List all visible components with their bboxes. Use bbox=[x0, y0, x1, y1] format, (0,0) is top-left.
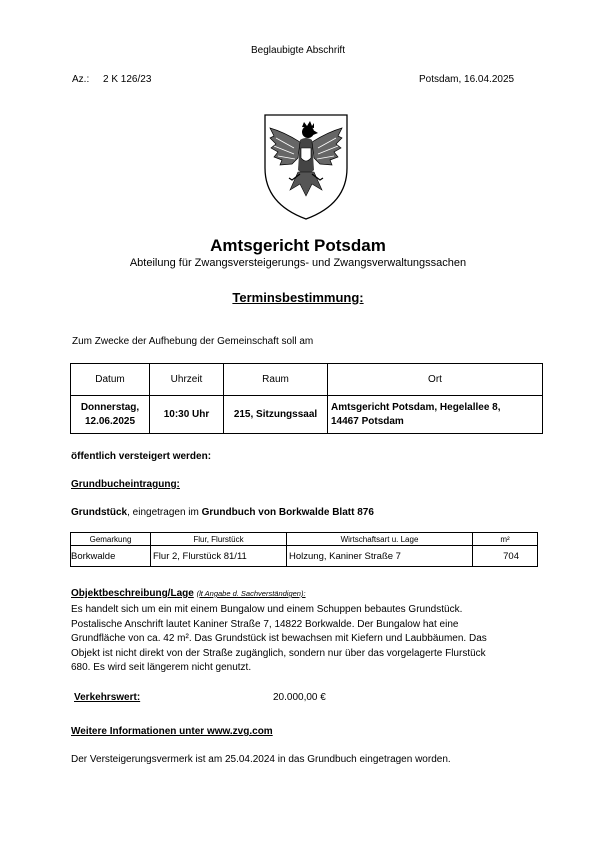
value-label: Verkehrswert: bbox=[74, 692, 141, 703]
auction-text: öffentlich versteigert werden: bbox=[71, 451, 212, 462]
land-row bbox=[71, 546, 538, 567]
court-name: Amtsgericht Potsdam bbox=[210, 236, 386, 255]
final-note: Der Versteigerungsvermerk ist am 25.04.2024 in das Grundbuch eingetragen worden. bbox=[71, 754, 451, 765]
az-value: 2 K 126/23 bbox=[103, 74, 152, 85]
land-header-gemarkung: Gemarkung bbox=[71, 533, 151, 546]
schedule-header-place: Ort bbox=[328, 364, 543, 396]
grundbuch-line-connector: , eingetragen im bbox=[127, 507, 202, 518]
schedule-place-line2: 14467 Potsdam bbox=[331, 415, 404, 427]
document-title: Terminsbestimmung: bbox=[232, 290, 364, 305]
schedule-time: 10:30 Uhr bbox=[150, 396, 224, 434]
grundbuch-line-subject: Grundstück bbox=[71, 507, 128, 518]
schedule-place bbox=[328, 396, 543, 434]
object-note: (lt Angabe d. Sachverständigen): bbox=[196, 589, 306, 598]
land-header-flur: Flur, Flurstück bbox=[151, 533, 287, 546]
value-amount: 20.000,00 € bbox=[273, 692, 326, 703]
intro-text: Zum Zwecke der Aufhebung der Gemeinschaft soll am bbox=[72, 336, 314, 347]
more-info-link[interactable]: Weitere Informationen unter www.zvg.com bbox=[71, 726, 273, 737]
place-date: Potsdam, 16.04.2025 bbox=[419, 74, 515, 85]
schedule-table bbox=[70, 363, 543, 434]
object-heading: Objektbeschreibung/Lage bbox=[71, 588, 194, 599]
schedule-header-room: Raum bbox=[224, 364, 328, 396]
land-gemarkung: Borkwalde bbox=[71, 546, 151, 567]
object-line: Postalische Anschrift lautet Kaniner Straße 7, 14822 Borkwalde. Der Bungalow hat eine bbox=[71, 618, 459, 630]
az-label: Az.: bbox=[72, 74, 90, 85]
object-line: Es handelt sich um ein mit einem Bungalow und einem Schuppen bebautes Grundstück. bbox=[71, 604, 463, 615]
object-line: Objekt ist nicht direkt von der Straße zugänglich, sondern nur über das vorgelagerte Flurstück bbox=[71, 647, 486, 659]
copy-label: Beglaubigte Abschrift bbox=[251, 45, 345, 56]
land-size: 704 bbox=[473, 546, 538, 567]
schedule-place-line1: Amtsgericht Potsdam, Hegelallee 8, bbox=[331, 401, 501, 413]
grundbuch-heading: Grundbucheintragung: bbox=[71, 479, 180, 490]
court-department: Abteilung für Zwangsversteigerungs- und Zwangsverwaltungssachen bbox=[129, 257, 467, 269]
schedule-header-date: Datum bbox=[71, 364, 150, 396]
schedule-date-value: 12.06.2025 bbox=[84, 415, 136, 427]
schedule-header-row bbox=[71, 364, 543, 396]
land-wirtschaftsart: Holzung, Kaniner Straße 7 bbox=[287, 546, 473, 567]
eagle-emblem-icon bbox=[262, 112, 350, 222]
schedule-room: 215, Sitzungssaal bbox=[224, 396, 328, 434]
land-register-table bbox=[70, 532, 538, 567]
land-header-row bbox=[71, 533, 538, 546]
schedule-date-weekday: Donnerstag, bbox=[80, 401, 140, 413]
land-header-wirtschaftsart: Wirtschaftsart u. Lage bbox=[287, 533, 473, 546]
grundbuch-line bbox=[71, 506, 374, 519]
schedule-header-time: Uhrzeit bbox=[150, 364, 224, 396]
schedule-row bbox=[71, 396, 543, 434]
object-description bbox=[71, 603, 487, 676]
land-header-size: m² bbox=[473, 533, 538, 546]
grundbuch-line-register: Grundbuch von Borkwalde Blatt 876 bbox=[201, 507, 374, 518]
object-heading-line bbox=[71, 587, 306, 600]
land-flur: Flur 2, Flurstück 81/11 bbox=[151, 546, 287, 567]
object-line: Grundfläche von ca. 42 m². Das Grundstück ist bewachsen mit Kiefern und Laubbäumen. Das bbox=[71, 633, 487, 644]
schedule-date bbox=[71, 396, 150, 434]
object-line: 680. Es wird seit längerem nicht genutzt. bbox=[71, 662, 252, 673]
